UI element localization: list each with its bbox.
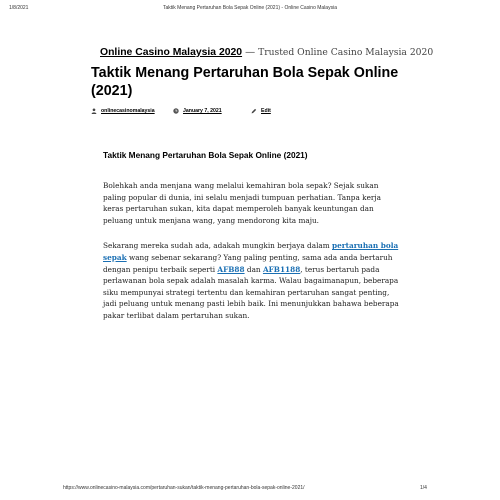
post-author-link[interactable]: onlinecasinomalaysia bbox=[101, 108, 155, 114]
paragraph-2-text-4: , terus bertaruh pada perlawanan bola sepak adalah masalah karma. Walau bagaimanapun, beberapa siku mempunyai strategi tertentu dan kemahiran pertaruhan sangat penting, jadi peluang untuk menang pasti lebih baik. Ini menunjukkan bahawa beberapa pakar terlibat dalam pertaruhan sukan. bbox=[103, 264, 399, 320]
post-author bbox=[91, 108, 155, 114]
site-title-separator: — bbox=[245, 47, 256, 58]
print-document-title: Taktik Menang Pertaruhan Bola Sepak Online (2021) - Online Casino Malaysia bbox=[163, 5, 337, 11]
post-title: Taktik Menang Pertaruhan Bola Sepak Online (2021) bbox=[91, 65, 399, 99]
link-afb88[interactable]: AFB88 bbox=[217, 264, 245, 274]
post-meta bbox=[91, 108, 421, 118]
post-date-link[interactable]: January 7, 2021 bbox=[183, 108, 222, 114]
post-edit bbox=[251, 108, 271, 114]
site-title-link[interactable]: Online Casino Malaysia 2020 bbox=[100, 47, 243, 58]
site-header bbox=[100, 42, 460, 60]
paragraph-2-text-1: Sekarang mereka sudah ada, adakah mungkin berjaya dalam bbox=[103, 241, 333, 251]
clock-icon bbox=[173, 108, 179, 114]
post-date bbox=[173, 108, 222, 114]
print-url: https://www.onlinecasino-malaysia.com/pertaruhan-sukan/taktik-menang-pertaruhan-bola-sepak-online-2021/ bbox=[63, 485, 305, 491]
link-afb1188[interactable]: AFB1188 bbox=[262, 264, 301, 274]
person-icon bbox=[91, 108, 97, 114]
print-header bbox=[0, 5, 500, 15]
paragraph-2 bbox=[103, 240, 403, 321]
paragraph-2-text-2: wang sebenar sekarang? Yang paling penting, sama ada anda bertaruh dengan penipu terbaik seperti bbox=[103, 252, 393, 274]
site-description: Trusted Online Casino Malaysia 2020 bbox=[258, 47, 434, 58]
print-footer bbox=[0, 485, 500, 495]
content-heading: Taktik Menang Pertaruhan Bola Sepak Online (2021) bbox=[103, 150, 308, 160]
post-edit-link[interactable]: Edit bbox=[261, 108, 271, 114]
print-page-number: 1/4 bbox=[420, 485, 427, 491]
print-date: 1/8/2021 bbox=[9, 5, 29, 11]
link-pertaruhan-bola-sepak[interactable]: pertaruhan bola sepak bbox=[103, 241, 399, 262]
paragraph-1: Bolehkah anda menjana wang melalui kemahiran bola sepak? Sejak sukan paling popular di dunia, ini selalu menjadi tumpuan perhatian. Tanpa kerja keras pertaruhan sukan, kita dapat memperoleh banyak keuntungan dan peluang untuk menjana wang, yang mendorong kita maju. bbox=[103, 181, 381, 225]
pencil-icon bbox=[251, 108, 257, 114]
post-content bbox=[103, 150, 403, 336]
paragraph-2-text-3: dan bbox=[244, 264, 263, 274]
